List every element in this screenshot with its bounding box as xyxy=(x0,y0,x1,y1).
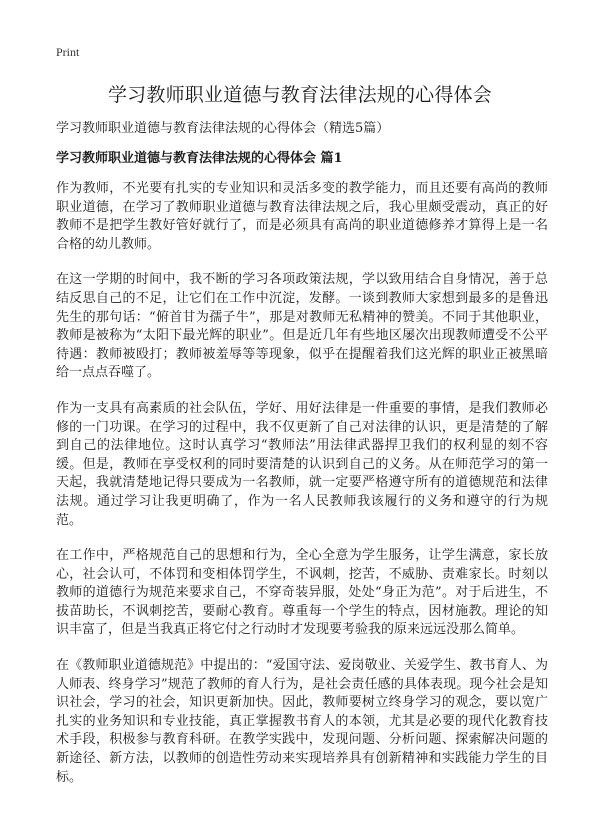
paragraph: 在《教师职业道德规范》中提出的：“爱国守法、爱岗敬业、关爱学生、教书育人、为人师表、终身学习”规范了教师的育人行为，是社会责任感的具体表现。现今社会是知识社会，学习的社会，知识更新加快。因此，教师要树立终身学习的观念，要以宽广扎实的业务知识和专业技能，真正掌握教书育人的本领，尤其是必要的现代化教育技术手段，积极参与教育科研。在教学实践中，发现问题、分析问题、探索解决问题的新途径、新方法，以教师的创造性劳动来实现培养具有创新精神和实践能力学生的目标。 xyxy=(56,658,548,785)
section-heading: 学习教师职业道德与教育法律法规的心得体会 篇1 xyxy=(56,151,343,166)
paragraph: 在工作中，严格规范自己的思想和行为，全心全意为学生服务，让学生满意，家长放心，社会认可，不体罚和变相体罚学生，不讽刺，挖苦，不威胁、责难家长。时刻以教师的道德行为规范来要求自己，不穿奇装异服，处处“身正为范”。对于后进生，不拔苗助长，不讽刺挖苦，要耐心教育。尊重每一个学生的特点，因材施教。理论的知识丰富了，但是当我真正将它付之行动时才发现要考验我的原来远远没那么简单。 xyxy=(56,548,548,638)
article-body xyxy=(56,180,548,804)
document-subtitle: 学习教师职业道德与教育法律法规的心得体会（精选5篇） xyxy=(56,121,390,136)
document-title: 学习教师职业道德与教育法律法规的心得体会 xyxy=(107,84,492,106)
print-link[interactable]: Print xyxy=(56,45,80,59)
paragraph: 在这一学期的时间中，我不断的学习各项政策法规，学以致用结合自身情况，善于总结反思自己的不足，让它们在工作中沉淀，发酵。一谈到教师大家想到最多的是鲁迅先生的那句话：“俯首甘为孺子牛”，那是对教师无私精神的赞美。不同于其他职业，教师是被称为“太阳下最光辉的职业”。但是近几年有些地区屡次出现教师遭受不公平待遇：教师被殴打；教师被羞辱等等现象，似乎在提醒着我们这光辉的职业正被黑暗给一点点吞噬了。 xyxy=(56,272,548,381)
paragraph: 作为一支具有高素质的社会队伍，学好、用好法律是一件重要的事情，是我们教师必修的一门功课。在学习的过程中，我不仅更新了自己对法律的认识，更是清楚的了解到自己的法律地位。这时认真学习“教师法”用法律武器捍卫我们的权利显的刻不容缓。但是，教师在享受权利的同时要清楚的认识到自己的义务。从在师范学习的第一天起，我就清楚地记得只要成为一名教师，就一定要严格遵守所有的道德规范和法律法规。通过学习让我更明确了，作为一名人民教师我该履行的义务和遵守的行为规范。 xyxy=(56,400,548,528)
paragraph: 作为教师，不光要有扎实的专业知识和灵活多变的教学能力，而且还要有高尚的教师职业道德，在学习了教师职业道德与教育法律法规之后，我心里颇受震动，真正的好教师不是把学生教好管好就行了，而是必须具有高尚的职业道德修养才算得上是一名合格的幼儿教师。 xyxy=(56,181,548,252)
